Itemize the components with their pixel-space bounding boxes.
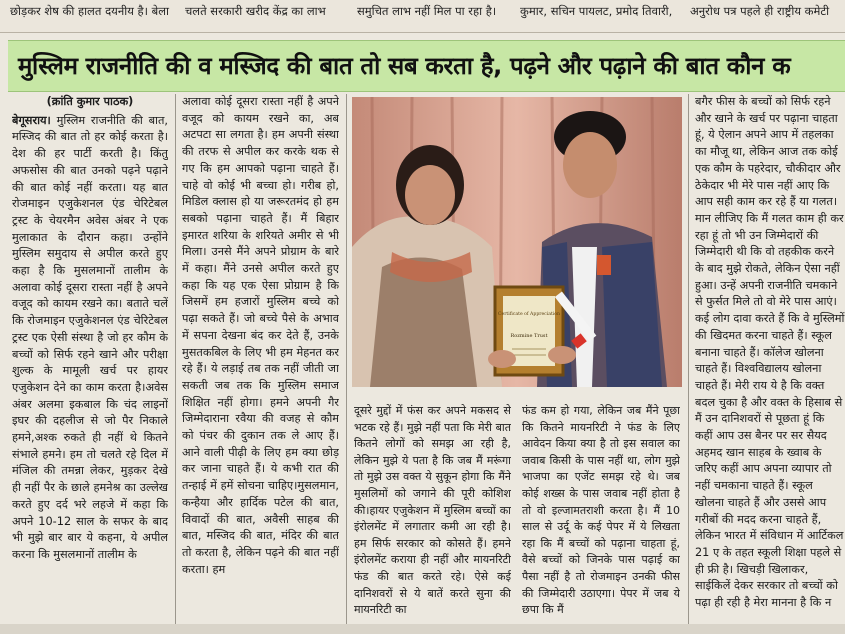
top-fragment-5: अनुरोध पत्र पहले ही राष्ट्रीय कमेटी: [690, 4, 830, 18]
below-photo-text-2: फंड कम हो गया, लेकिन जब मैंने पूछा कि कितने मायनरिटी ने फंड के लिए आवेदन किया क्या है तो इस सवाल का जवाब किसी के पास नहीं था, लोग मुझे भाजपा का एजेंट समझ रहे थे। जब कोई शख्स के पास जवाब नहीं होता है तो वो इल्जामतराशी करता है। मैं 10 साल से उर्दू के कई पेपर में ये लिखता रहा कि मैं बच्चों को पढ़ाना चाहता हूं, वैसे बच्चों को जिनके पास पढ़ाई का पैसा नहीं है तो रोजमाइन उनकी फीस की जिम्मेदारी उठाएगा। पेपर में जब ये छपा कि मैं: [522, 404, 680, 617]
previous-page-strip: [0, 0, 845, 33]
column-4-text: बगैर फीस के बच्चों को सिर्फ रहने और खाने के खर्च पर पढ़ाना चाहता हूं, ये ऐलान अपने आप में तहलका का मौजू था, लेकिन आज तक कोई एक कौम के पहरेदार, चौकीदार और ठेकेदार भी मेरे पास नहीं आए कि आप सही काम कर रहे हैं या गलत। मान लीजिए कि मैं गलत काम ही कर रहा हूं तो भी उन जिम्मेदारों की जिम्मेदारी थी कि वो तहकीक करने के बाद मुझे रोकते, लेकिन ऐसा नहीं हुआ। उन्हें अपनी राजनीति चमकाने से फुर्सत मिले तो वो मेरे पास आएं। कई लोग दावा करते हैं कि वे मुस्लिमों की खिदमत करना चाहते हैं। स्कूल बनाना चाहते हैं। कॉलेज खोलना चाहते हैं। विश्वविद्यालय खोलना चाहते हैं। मेरी राय ये है कि वक्त बदल चुका है और वक्त के हिसाब से मैं उन दानिशवरों से पूछता हूं कि कहीं आप उस बैनर पर सर सैयद अहमद खान साहब के ख्वाब के जरिए कहीं आप अपना व्यापार तो नहीं चमकाना चाहते हैं। स्कूल खोलना चाहते हैं और उससे आप गरीबों की मदद करना चाहते हैं, लेकिन भारत में संविधान में आर्टिकल 21 ए के तहत स्कूली शिक्षा पहले से ही फ्री है। खिचड़ी खिलाकर, साईकिलें देकर सरकार तो बच्चों को पढ़ा ही रही है मेरा मानना है कि न: [695, 95, 845, 610]
article-column-2: [182, 94, 339, 628]
article-column-1: [12, 94, 168, 628]
column-divider: [175, 94, 176, 628]
dateline-place: बेगूसराय।: [12, 113, 51, 127]
headline-banner: [8, 40, 845, 92]
plaque-heading: Certificate of Appreciation: [497, 312, 561, 317]
news-photo: [352, 97, 682, 387]
article-below-photo-2: [522, 392, 680, 624]
article-column-4: [695, 94, 845, 628]
top-fragment-3: समुचित लाभ नहीं मिल पा रहा है।: [357, 4, 497, 18]
top-fragment-1: छोड़कर शेष की हालत दयनीय है। बेला: [10, 4, 169, 18]
below-photo-text-1: दूसरे मुद्दों में फंस कर अपने मकसद से भटक रहे हैं। मुझे नहीं पता कि मेरी बात कितने लोगों को समझ आ रही है, लेकिन मुझे ये पता है कि जब मैं मरूंगा तो मुझे उस वक्त ये सुकून होगा कि मैंने मुसलिमों को जगाने की पूरी कोशिश की।हायर एजुकेशन में मुस्लिम बच्चों का इंरोलमेंट में लगातार कमी आ रही है। हम सिर्फ सरकार को कोसते हैं। हमने इंरोलमेंट कराया ही नहीं और मायनरिटी फंड की बात करते रहे। ऐसे कई दानिशवरों से ये बातें करते सुना की मायनरिटी का: [354, 404, 511, 617]
column-1-text: [12, 113, 168, 564]
plaque-name: Rozmine Trust: [510, 333, 548, 339]
top-fragment-4: कुमार, सचिन पायलट, प्रमोद तिवारी,: [520, 4, 673, 18]
page-edge: [0, 624, 845, 634]
top-fragment-2: चलते सरकारी खरीद केंद्र का लाभ: [185, 4, 326, 18]
headline: मुस्लिम राजनीति की व मस्जिद की बात तो सब करता है, पढ़ने और पढ़ाने की बात कौन क: [18, 52, 791, 80]
byline: (क्रांति कुमार पाठक): [46, 95, 134, 108]
column-2-text: अलावा कोई दूसरा रास्ता नहीं है अपने वजूद को कायम रखने का, अब अटपटा सा लगता है। हम अपनी संस्था की तरफ से अपील कर करके थक से गए कि हम आपको पढ़ाना चाहते हैं। चाहे वो कोई भी बच्चा हो। गरीब हो, मिडिल क्लास हो या जरूरतमंद हो हम सबको पढ़ाना चाहते हैं। मैं बिहार इमारत शरिया के शरियते अमीर से भी मिला। उनसे मैंने अपने प्रोग्राम के बारे में कहा। मैंने उनसे अपील करते हुए कहा कि यह एक ऐसा प्रोग्राम है कि जिसमें हम हजारों मुस्लिम बच्चे को पढ़ा सकते हैं। जो बच्चे पैसे के अभाव में सपना देखना बंद कर देते हैं, उनके मुसतकबिल के लिए भी हम मेहनत कर रहे हैं। ये लड़ाई तब तक नहीं जीती जा सकती जब तक कि मुस्लिम समाज शिक्षित नहीं होगा। हमने अपनी गैर जिम्मेदाराना रवैया की वजह से कौम को पंचर की दुकान तक ले आए हैं। आने वाली पीढ़ी के लिए हम क्या छोड़ कर जाना चाहते हैं। ये कभी रात की तन्हाई में हमें सोचना चाहिए।मुसलमान, कन्हैया और हार्दिक पटेल की बात, विवादों की बात, अवैसी साहब की बात, मस्जिद की बात, मंदिर की बात तो करता है, लेकिन पढ़ने की बात नहीं करता। हम: [182, 95, 339, 576]
column-divider: [688, 94, 689, 628]
column-1-body: मुस्लिम राजनीति की बात, मस्जिद की बात तो हर कोई करता है। देश की हर पार्टी करती है। किंतु अफसोस की बात उनको पढ़ने पढ़ाने की बात कोई नहीं करता। यह बात रोजमाइन एजुकेशनल एंड चेरिटेबल ट्रस्ट के चेयरमैन अवेस अंबर ने एक मुलाकात के दौरान कहा। उन्होंने मुस्लिम समुदाय से अपील करते हुए कहा है कि मुसलमानों तालीम के अलावा कोई दूसरा रास्ता नहीं है अपने वजूद को कायम रखने का। बताते चलें कि रोजमाइन एजुकेशनल एंड चेरिटेबल ट्रस्ट एक ऐसी संस्था है जो हर कौम के बच्चों को सिर्फ रहने खाने और परीक्षा शुल्क के मामूली खर्च पर हायर एजुकेशन देने का काम करता है।अवेस अंबर अलमा इकबाल कि चंद लाइनों इघर की दहलीज से जो पैर निकाले हमने,अश्क रुकते ही नहीं थे कितने संभाले हमने। हम तो चलते रहे दिल में मंजिल की तमन्ना लेकर, मुड़कर देखे ही नहीं पैर के छाले हमनेश्र का उल्लेख करते हुए दर्द भरे लहजे में कहा कि अपने 10-12 साल के सफर के बाद भी मुझे बार बार ये कहना, ये अपील करना कि मुसलमानों तालीम के: [12, 113, 168, 561]
article-below-photo-1: [354, 392, 511, 624]
column-divider: [346, 94, 347, 628]
photo-illustration: [352, 97, 682, 387]
